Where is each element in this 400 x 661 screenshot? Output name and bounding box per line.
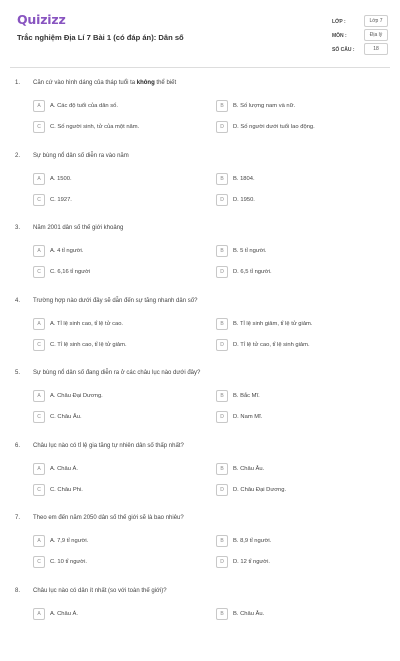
question-number: 5. <box>15 370 21 376</box>
option-text: A. 4 tỉ người. <box>50 248 84 254</box>
question-text-main: Châu lục nào có dân ít nhất (so với toàn thế giới)? <box>33 587 167 594</box>
option-letter-box[interactable]: A <box>33 535 45 547</box>
question-text-main: Trường hợp nào dưới đây sẽ dẫn đến sự tăng nhanh dân số? <box>33 297 198 304</box>
option-b[interactable] <box>216 608 376 620</box>
meta-subject-label: MÔN : <box>332 33 347 39</box>
option-text: D. Nam Mĩ. <box>233 414 263 420</box>
option-text: C. Tỉ lệ sinh cao, tỉ lệ tử giảm. <box>50 341 127 348</box>
option-letter-box[interactable]: B <box>216 100 228 112</box>
question-number: 6. <box>15 442 21 449</box>
question-number: 1. <box>15 80 21 86</box>
option-text: B. Tỉ lệ sinh giảm, tỉ lệ tử giảm. <box>233 320 313 327</box>
question-1 <box>0 80 400 153</box>
option-b[interactable] <box>216 318 376 330</box>
option-d[interactable] <box>216 194 376 206</box>
option-text: D. Tỉ lệ tử cao, tỉ lệ sinh giảm. <box>233 341 310 348</box>
option-c[interactable] <box>33 411 193 423</box>
option-d[interactable] <box>216 411 376 423</box>
option-a[interactable] <box>33 608 193 620</box>
question-text-main: Châu lục nào có tỉ lệ gia tăng tự nhiên dân số thấp nhất? <box>33 442 184 449</box>
option-text: B. Bắc Mĩ. <box>233 393 260 399</box>
question-text <box>33 298 197 304</box>
option-b[interactable] <box>216 390 376 402</box>
option-text: B. 1804. <box>233 175 255 182</box>
option-letter-box[interactable]: D <box>216 194 228 206</box>
question-text-main: Sự bùng nổ dân số đang diễn ra ở các châu lục nào dưới đây? <box>33 370 201 376</box>
option-letter-box[interactable]: D <box>216 411 228 423</box>
option-text: C. 10 tỉ người. <box>50 559 88 565</box>
option-text: A. 7,9 tỉ người. <box>50 538 89 544</box>
question-3 <box>0 225 400 298</box>
option-text: C. Số người sinh, tử của một năm. <box>50 124 140 130</box>
worksheet-title: Trắc nghiệm Địa Lí 7 Bài 1 (có đáp án): Dân số <box>17 33 184 42</box>
question-4 <box>0 298 400 371</box>
option-a[interactable] <box>33 100 193 112</box>
option-d[interactable] <box>216 266 376 278</box>
option-a[interactable] <box>33 463 193 475</box>
option-d[interactable] <box>216 556 376 568</box>
question-text <box>33 370 200 376</box>
question-text-main: Căn cứ vào hình dáng của tháp tuổi ta <box>33 80 137 86</box>
option-text: A. 1500. <box>50 175 72 182</box>
option-text: D. Số người dưới tuổi lao động. <box>233 124 315 130</box>
question-text <box>33 443 184 449</box>
question-text <box>33 588 167 594</box>
meta-question-count-label: SỐ CÂU : <box>332 47 355 53</box>
option-letter-box[interactable]: D <box>216 121 228 133</box>
option-letter-box[interactable]: C <box>33 194 45 206</box>
quizizz-logo[interactable]: Quizizz <box>17 12 66 27</box>
option-c[interactable] <box>33 194 193 206</box>
meta-question-count <box>332 43 390 56</box>
option-text: C. Châu Phi. <box>50 486 83 493</box>
option-c[interactable] <box>33 339 193 351</box>
question-text <box>33 515 184 521</box>
option-letter-box[interactable]: C <box>33 484 45 496</box>
option-text: B. Châu Âu. <box>233 610 265 617</box>
option-letter-box[interactable]: B <box>216 245 228 257</box>
option-text: B. 5 tỉ người. <box>233 248 267 254</box>
option-a[interactable] <box>33 245 193 257</box>
meta-grade-value: Lớp 7 <box>364 15 388 27</box>
option-d[interactable] <box>216 121 376 133</box>
option-text: D. Châu Đại Dương. <box>233 486 287 493</box>
meta-subject-value: Địa lý <box>364 29 388 41</box>
question-number: 4. <box>15 297 21 304</box>
option-text: D. 1950. <box>233 196 255 203</box>
question-text-main: Năm 2001 dân số thế giới khoảng <box>33 225 124 231</box>
option-letter-box[interactable]: A <box>33 608 45 620</box>
question-number: 8. <box>15 587 21 594</box>
option-text: B. 8,9 tỉ người. <box>233 538 272 544</box>
option-c[interactable] <box>33 484 193 496</box>
option-letter-box[interactable]: D <box>216 484 228 496</box>
option-text: A. Châu Á. <box>50 610 79 617</box>
option-text: D. 6,5 tỉ người. <box>233 269 272 275</box>
question-text <box>33 80 176 86</box>
option-d[interactable] <box>216 339 376 351</box>
question-number: 2. <box>15 152 21 159</box>
option-b[interactable] <box>216 463 376 475</box>
option-b[interactable] <box>216 100 376 112</box>
option-letter-box[interactable]: D <box>216 266 228 278</box>
option-letter-box[interactable]: A <box>33 245 45 257</box>
question-text-main: Theo em đến năm 2050 dân số thế giới sẽ là bao nhiêu? <box>33 515 184 521</box>
option-letter-box[interactable]: D <box>216 339 228 351</box>
meta-question-count-value: 18 <box>364 43 388 55</box>
meta-grade <box>332 15 390 28</box>
option-b[interactable] <box>216 535 376 547</box>
option-letter-box[interactable]: B <box>216 608 228 620</box>
option-letter-box[interactable]: B <box>216 463 228 475</box>
option-text: C. 1927. <box>50 196 72 203</box>
question-6 <box>0 443 400 516</box>
option-text: A. Tỉ lệ sinh cao, tỉ lệ tử cao. <box>50 320 124 327</box>
option-letter-box[interactable]: B <box>216 390 228 402</box>
option-letter-box[interactable]: A <box>33 173 45 185</box>
question-number: 3. <box>15 225 21 231</box>
option-a[interactable] <box>33 173 193 185</box>
meta-subject <box>332 29 390 42</box>
option-letter-box[interactable]: C <box>33 266 45 278</box>
option-b[interactable] <box>216 245 376 257</box>
option-letter-box[interactable]: B <box>216 318 228 330</box>
option-letter-box[interactable]: C <box>33 556 45 568</box>
option-letter-box[interactable]: C <box>33 411 45 423</box>
question-7 <box>0 515 400 588</box>
question-2 <box>0 153 400 226</box>
meta-grade-label: LỚP : <box>332 19 346 25</box>
option-letter-box[interactable]: A <box>33 463 45 475</box>
option-text: B. Số lượng nam và nữ. <box>233 103 296 109</box>
option-text: B. Châu Âu. <box>233 465 265 472</box>
option-letter-box[interactable]: A <box>33 318 45 330</box>
option-b[interactable] <box>216 173 376 185</box>
option-text: C. 6,16 tỉ người <box>50 269 91 275</box>
option-text: D. 12 tỉ người. <box>233 559 271 565</box>
option-d[interactable] <box>216 484 376 496</box>
option-letter-box[interactable]: C <box>33 121 45 133</box>
question-5 <box>0 370 400 443</box>
question-text-main: Sự bùng nổ dân số diễn ra vào năm <box>33 152 129 159</box>
option-text: A. Châu Đại Dương. <box>50 393 103 399</box>
option-letter-box[interactable]: A <box>33 100 45 112</box>
option-text: A. Các độ tuổi của dân số. <box>50 103 118 109</box>
option-text: A. Châu Á. <box>50 465 79 472</box>
option-c[interactable] <box>33 121 193 133</box>
option-c[interactable] <box>33 556 193 568</box>
question-number: 7. <box>15 515 21 521</box>
option-text: C. Châu Âu. <box>50 414 82 420</box>
question-text-tail: thể biết <box>154 80 177 86</box>
option-letter-box[interactable]: C <box>33 339 45 351</box>
header-divider <box>10 67 390 68</box>
option-letter-box[interactable]: B <box>216 535 228 547</box>
option-a[interactable] <box>33 535 193 547</box>
option-a[interactable] <box>33 390 193 402</box>
option-a[interactable] <box>33 318 193 330</box>
option-letter-box[interactable]: D <box>216 556 228 568</box>
question-text <box>33 153 129 159</box>
option-letter-box[interactable]: A <box>33 390 45 402</box>
question-text <box>33 225 123 231</box>
question-text-emphasis: không <box>136 80 155 86</box>
option-c[interactable] <box>33 266 193 278</box>
option-letter-box[interactable]: B <box>216 173 228 185</box>
question-8 <box>0 588 400 661</box>
